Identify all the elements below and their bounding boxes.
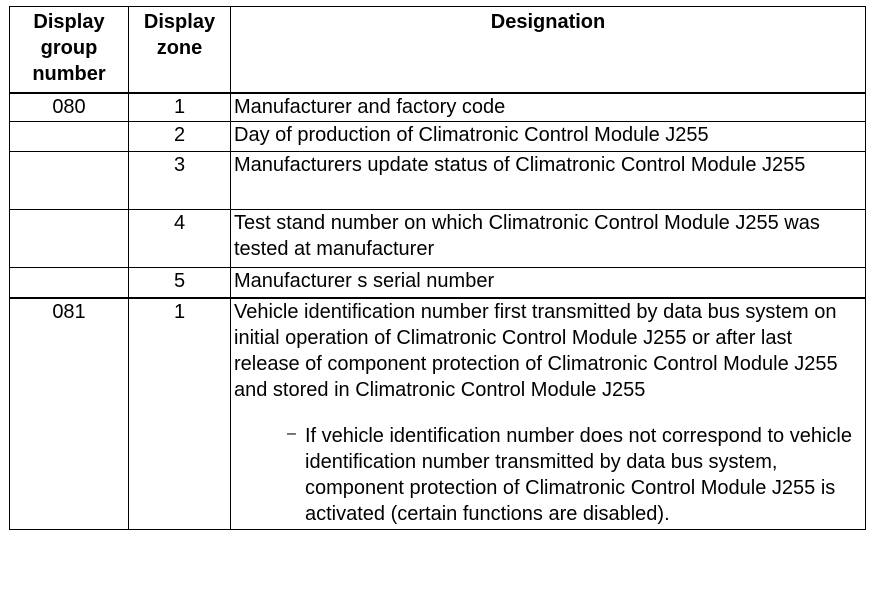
zone-cell: 1	[129, 298, 231, 530]
display-groups-table	[9, 6, 866, 530]
designation-cell: Manufacturer s serial number	[231, 268, 866, 298]
document-page	[9, 6, 866, 530]
zone-cell: 1	[129, 93, 231, 122]
zone-cell: 2	[129, 122, 231, 152]
zone-cell: 4	[129, 210, 231, 268]
zone-cell: 5	[129, 268, 231, 298]
header-designation: Designation	[231, 7, 866, 93]
note-text: If vehicle identification number does not correspond to vehicle identification number transmitted by data bus system, component protection of Climatronic Control Module J255 is activated (certain functions are disabled).	[305, 424, 852, 525]
header-display-group-number: Display group number	[10, 7, 129, 93]
table-row	[10, 298, 866, 530]
designation-cell	[231, 298, 866, 530]
table-row	[10, 210, 866, 268]
group-cell	[10, 210, 129, 268]
dash-bullet: –	[287, 424, 296, 442]
table-row	[10, 93, 866, 122]
designation-text: Vehicle identification number first transmitted by data bus system on initial operation of Climatronic Control Module J255 or after last release of component protection of Climatronic Control Module J255 and stored in Climatronic Control Module J255	[234, 300, 838, 401]
table-header-row	[10, 7, 866, 93]
group-cell: 081	[10, 298, 129, 530]
table-row	[10, 268, 866, 298]
zone-cell: 3	[129, 152, 231, 210]
designation-cell: Manufacturers update status of Climatronic Control Module J255	[231, 152, 866, 210]
group-cell	[10, 152, 129, 210]
group-cell: 080	[10, 93, 129, 122]
designation-cell: Day of production of Climatronic Control Module J255	[231, 122, 866, 152]
group-cell	[10, 268, 129, 298]
table-row	[10, 122, 866, 152]
header-display-zone: Display zone	[129, 7, 231, 93]
group-cell	[10, 122, 129, 152]
designation-cell: Manufacturer and factory code	[231, 93, 866, 122]
note-item	[234, 423, 863, 529]
table-row	[10, 152, 866, 210]
designation-cell: Test stand number on which Climatronic Control Module J255 was tested at manufacturer	[231, 210, 866, 268]
